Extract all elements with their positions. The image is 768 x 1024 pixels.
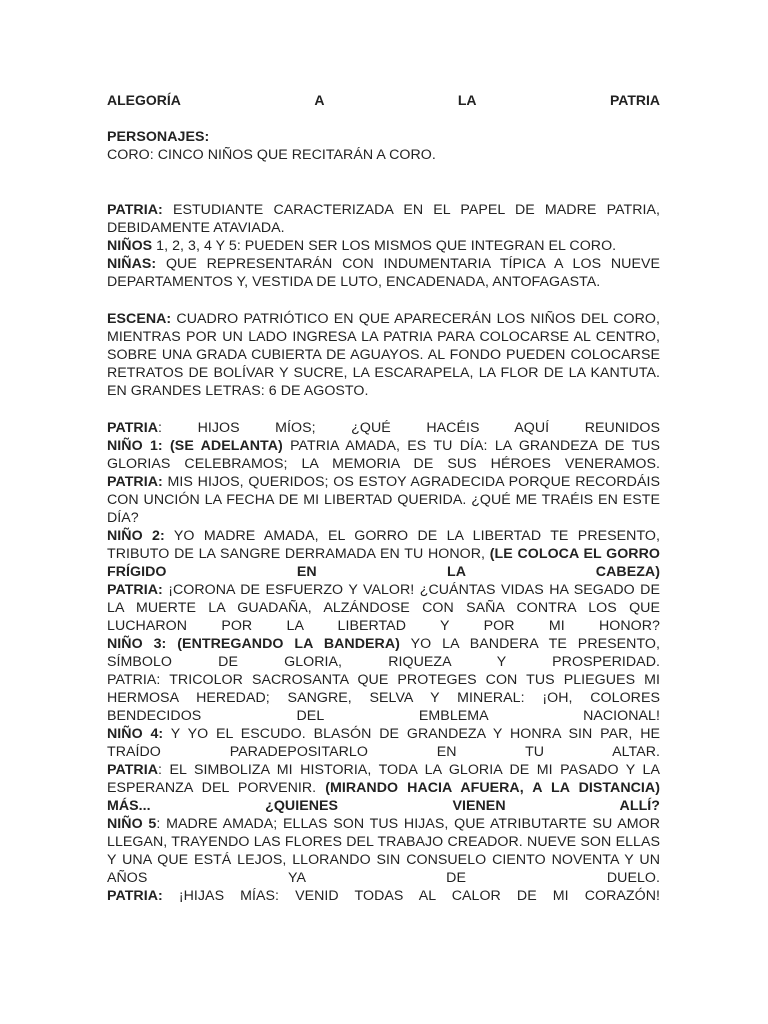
personajes-section: [107, 128, 660, 164]
dialogue-line: [107, 815, 660, 887]
speaker-label: NIÑO 2:: [107, 528, 165, 544]
dialogue-line: [107, 473, 660, 527]
escena-text: CUADRO PATRIÓTICO EN QUE APARECERÁN LOS NIÑOS DEL CORO, MIENTRAS POR UN LADO INGRESA LA PATRIA PARA COLOCARSE AL CENTRO, SOBRE UNA GRADA CUBIERTA DE AGUAYOS. AL FONDO PUEDEN COLOCARSE RETRATOS DE BOLÍVAR Y SUCRE, LA ESCARAPELA, LA FLOR DE LA KANTUTA. EN GRANDES LETRAS: 6 DE AGOSTO.: [107, 311, 660, 399]
dialogue-line: [107, 887, 660, 905]
cast-label: NIÑOS: [107, 238, 153, 254]
cast-text: QUE REPRESENTARÁN CON INDUMENTARIA TÍPICA A LOS NUEVE DEPARTAMENTOS Y, VESTIDA DE LUTO, ENCADENADA, ANTOFAGASTA.: [107, 256, 660, 290]
dialogue-text: : EL SIMBOLIZA MI HISTORIA, TODA LA GLORIA DE MI PASADO Y LA ESPERANZA DEL PORVENIR.: [107, 762, 660, 796]
escena-paragraph: [107, 310, 660, 400]
speaker-label: NIÑO 5: [107, 816, 157, 832]
speaker-label: NIÑO 3: (ENTREGANDO LA BANDERA): [107, 636, 400, 652]
stage-direction: (MIRANDO HACIA AFUERA, A LA DISTANCIA) MÁS... ¿QUIENES VIENEN ALLÍ?: [107, 780, 660, 814]
dialogue-text: : MADRE AMADA; ELLAS SON TUS HIJAS, QUE ATRIBUTARTE SU AMOR LLEGAN, TRAYENDO LAS FLORES DEL TRABAJO CREADOR. NUEVE SON ELLAS Y UNA QUE ESTÁ LEJOS, LLORANDO SIN CONSUELO CIENTO NOVENTA Y UN AÑOS YA DE DUELO.: [107, 816, 660, 886]
document-title: [107, 91, 660, 109]
cast-label: PATRIA:: [107, 202, 163, 218]
dialogue-line: [107, 725, 660, 761]
dialogue-line: [107, 527, 660, 581]
personajes-heading: PERSONAJES:: [107, 129, 210, 145]
dialogue-line: [107, 581, 660, 635]
coro-line: CORO: CINCO NIÑOS QUE RECITARÁN A CORO.: [107, 147, 436, 163]
dialogue-text: ¡HIJAS MÍAS: VENID TODAS AL CALOR DE MI CORAZÓN!: [162, 888, 660, 904]
escena-label: ESCENA:: [107, 311, 172, 327]
dialogue-text: : HIJOS MÍOS; ¿QUÉ HACÉIS AQUÍ REUNIDOS: [158, 420, 660, 436]
title-word: A: [314, 92, 325, 108]
speaker-label: PATRIA:: [107, 888, 163, 904]
speaker-label: PATRIA:: [107, 474, 163, 490]
dialogue-text: PATRIA: TRICOLOR SACROSANTA QUE PROTEGES CON TUS PLIEGUES MI HERMOSA HEREDAD; SANGRE, SELVA Y MINERAL: ¡OH, COLORES BENDECIDOS DEL EMBLEMA NACIONAL!: [107, 672, 660, 724]
document-body: [107, 91, 660, 905]
cast-text: ESTUDIANTE CARACTERIZADA EN EL PAPEL DE MADRE PATRIA, DEBIDAMENTE ATAVIADA.: [107, 202, 660, 236]
speaker-label: NIÑO 1: (SE ADELANTA): [107, 438, 283, 454]
title-word: PATRIA: [609, 92, 660, 108]
dialogue-text: YO LA BANDERA TE PRESENTO, SÍMBOLO DE GLORIA, RIQUEZA Y PROSPERIDAD.: [107, 636, 660, 670]
dialogue-line: [107, 671, 660, 725]
title-word: ALEGORÍA: [107, 92, 181, 108]
speaker-label: PATRIA: [107, 420, 159, 436]
dialogue-text: PATRIA AMADA, ES TU DÍA: LA GRANDEZA DE TUS GLORIAS CELEBRAMOS; LA MEMORIA DE SUS HÉROES VENERAMOS.: [107, 438, 660, 472]
cast-ninas: [107, 255, 660, 291]
dialogue-text: YO MADRE AMADA, EL GORRO DE LA LIBERTAD TE PRESENTO, TRIBUTO DE LA SANGRE DERRAMADA EN TU HONOR,: [107, 528, 660, 562]
dialogue-line: [107, 419, 660, 437]
dialogue-line: [107, 761, 660, 815]
speaker-label: PATRIA:: [107, 582, 163, 598]
dialogue-line: [107, 635, 660, 671]
cast-patria: [107, 201, 660, 237]
title-word: LA: [457, 92, 477, 108]
cast-ninos: [107, 237, 660, 255]
dialogue-section: [107, 419, 660, 905]
speaker-label: NIÑO 4:: [107, 726, 164, 742]
dialogue-text: Y YO EL ESCUDO. BLASÓN DE GRANDEZA Y HONRA SIN PAR, HE TRAÍDO PARADEPOSITARLO EN TU ALTAR.: [107, 726, 660, 760]
dialogue-text: MIS HIJOS, QUERIDOS; OS ESTOY AGRADECIDA PORQUE RECORDÁIS CON UNCIÓN LA FECHA DE MI LIBERTAD QUERIDA. ¿QUÉ ME TRAÉIS EN ESTE DÍA?: [107, 474, 660, 526]
cast-text: 1, 2, 3, 4 Y 5: PUEDEN SER LOS MISMOS QUE INTEGRAN EL CORO.: [152, 238, 617, 254]
stage-direction: (LE COLOCA EL GORRO FRÍGIDO EN LA CABEZA): [107, 546, 660, 580]
dialogue-text: ¡CORONA DE ESFUERZO Y VALOR! ¿CUÁNTAS VIDAS HA SEGADO DE LA MUERTE LA GUADAÑA, ALZÁNDOSE CON SAÑA CONTRA LOS QUE LUCHARON POR LA LIBERTAD Y POR MI HONOR?: [107, 582, 660, 634]
dialogue-line: [107, 437, 660, 473]
speaker-label: PATRIA: [107, 762, 159, 778]
cast-label: NIÑAS:: [107, 256, 157, 272]
